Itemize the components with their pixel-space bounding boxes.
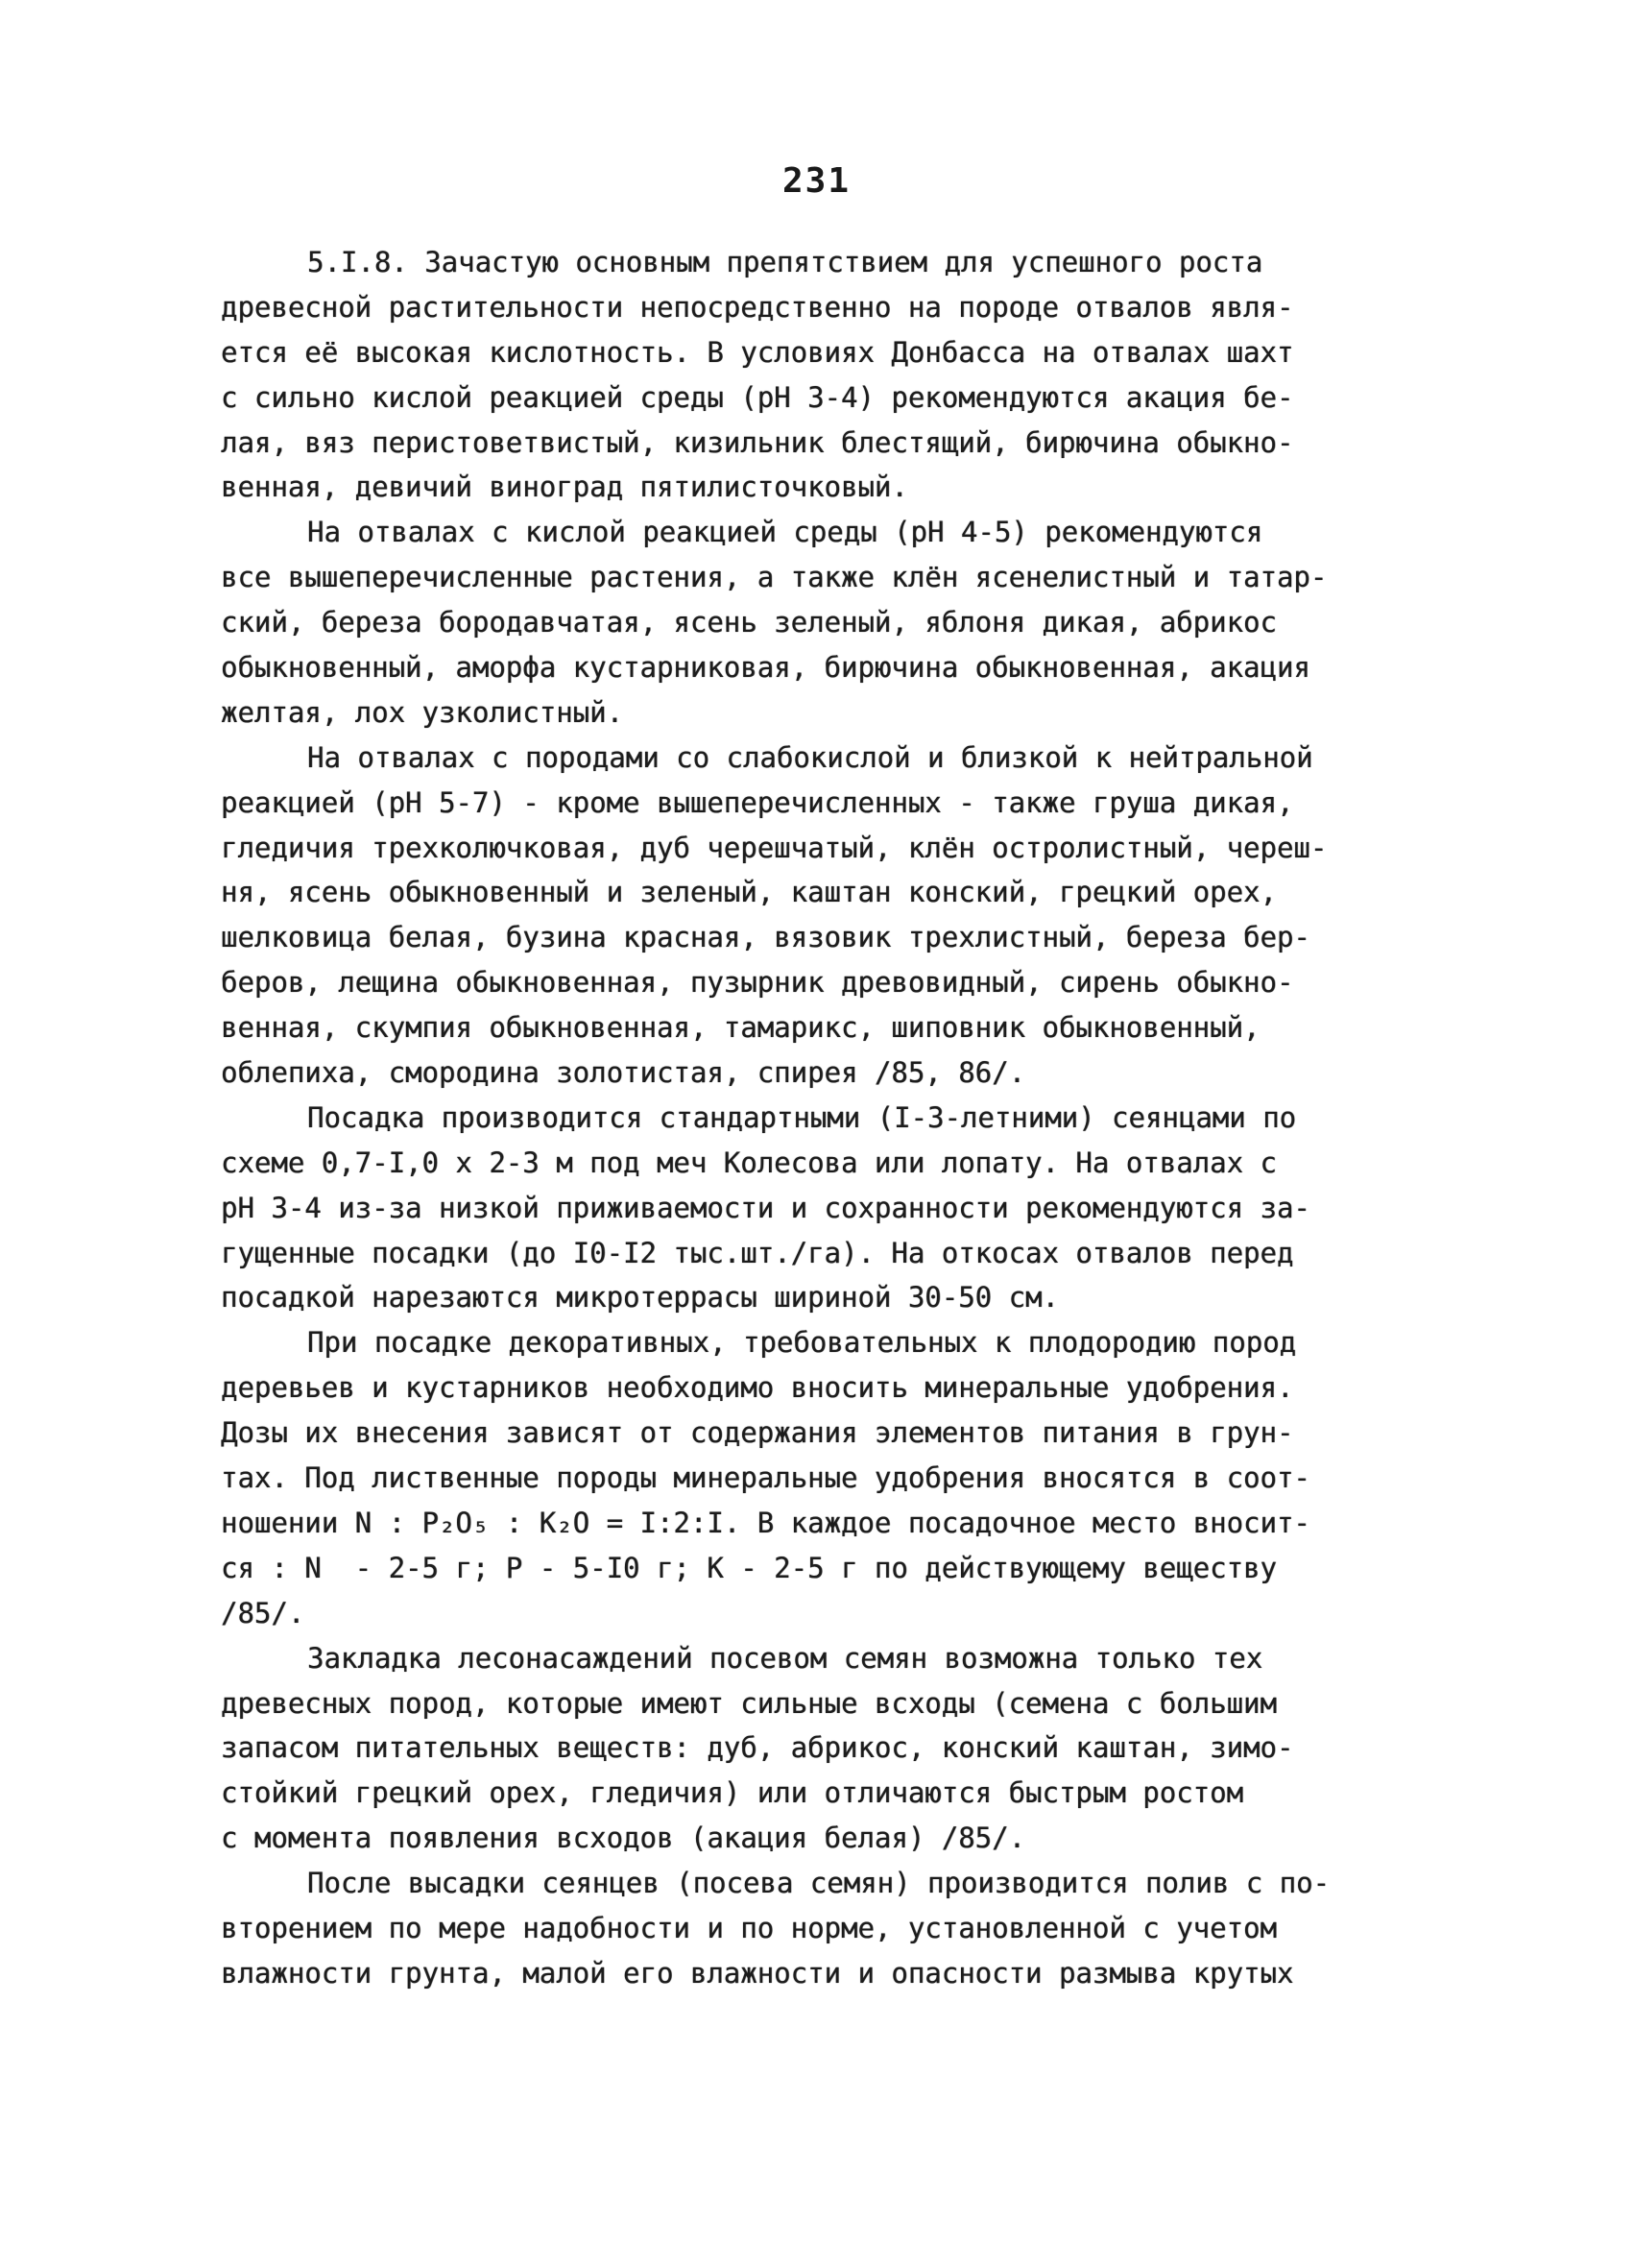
text-line: венная, девичий виноград пятилисточковый. xyxy=(221,470,908,504)
text-line: На отвалах с породами со слабокислой и близкой к нейтральной xyxy=(307,740,1313,774)
text-line: ся : N - 2-5 г; P - 5-I0 г; K - 2-5 г по действующему веществу xyxy=(221,1551,1277,1584)
page-number: 231 xyxy=(781,161,852,201)
text-line: вторением по мере надобности и по норме, установленной с учетом xyxy=(221,1911,1277,1944)
text-line: влажности грунта, малой его влажности и опасности размыва крутых xyxy=(221,1956,1294,1990)
text-line: беров, лещина обыкновенная, пузырник древовидный, сирень обыкно- xyxy=(221,966,1294,1000)
text-line: с момента появления всходов (акация белая) /85/. xyxy=(221,1822,1026,1855)
text-line: После высадки сеянцев (посева семян) производится полив с по- xyxy=(307,1867,1331,1900)
text-line: шелковица белая, бузина красная, вязовик трехлистный, береза бер- xyxy=(221,921,1310,954)
document-body xyxy=(221,240,1459,1996)
text-line: реакцией (рН 5-7) - кроме вышеперечисленных - также груша дикая, xyxy=(221,785,1294,819)
text-line: с сильно кислой реакцией среды (рН 3-4) рекомендуются акация бе- xyxy=(221,380,1294,414)
text-line: На отвалах с кислой реакцией среды (рН 4-5) рекомендуются xyxy=(307,516,1263,549)
text-line: схеме 0,7-I,0 х 2-3 м под меч Колесова или лопату. На отвалах с xyxy=(221,1146,1277,1179)
text-line: гущенные посадки (до I0-I2 тыс.шт./га). На откосах отвалов перед xyxy=(221,1236,1294,1269)
text-line: гледичия трехколючковая, дуб черешчатый, клён остролистный, череш- xyxy=(221,831,1328,864)
text-line: ский, береза бородавчатая, ясень зеленый, яблоня дикая, абрикос xyxy=(221,606,1277,639)
text-line: лая, вяз перистоветвистый, кизильник блестящий, бирючина обыкно- xyxy=(221,425,1294,459)
text-line: Посадка производится стандартными (I-3-летними) сеянцами по xyxy=(307,1100,1297,1134)
text-line: При посадке декоративных, требовательных к плодородию пород xyxy=(307,1326,1297,1360)
text-line: Дозы их внесения зависят от содержания элементов питания в грун- xyxy=(221,1416,1294,1450)
text-line: обыкновенный, аморфа кустарниковая, бирючина обыкновенная, акация xyxy=(221,651,1310,685)
text-line: облепиха, смородина золотистая, спирея /85, 86/. xyxy=(221,1056,1026,1090)
text-line: стойкий грецкий орех, гледичия) или отличаются быстрым ростом xyxy=(221,1776,1244,1810)
text-line: ется её высокая кислотность. В условиях Донбасса на отвалах шахт xyxy=(221,335,1294,369)
text-line: древесной растительности непосредственно на породе отвалов явля- xyxy=(221,290,1294,324)
text-line: /85/. xyxy=(221,1596,305,1629)
text-line: Закладка лесонасаждений посевом семян возможна только тех xyxy=(307,1641,1263,1675)
text-line: тах. Под лиственные породы минеральные удобрения вносятся в соот- xyxy=(221,1461,1310,1495)
text-line: запасом питательных веществ: дуб, абрикос, конский каштан, зимо- xyxy=(221,1731,1294,1765)
text-line: древесных пород, которые имеют сильные всходы (семена с большим xyxy=(221,1686,1277,1720)
text-line: посадкой нарезаются микротеррасы шириной 30-50 см. xyxy=(221,1281,1059,1315)
text-line: все вышеперечисленные растения, а также клён ясенелистный и татар- xyxy=(221,561,1328,594)
text-line: 5.I.8. Зачастую основным препятствием для успешного роста xyxy=(307,246,1263,278)
text-line: ня, ясень обыкновенный и зеленый, каштан конский, грецкий орех, xyxy=(221,876,1277,909)
text-line: желтая, лох узколистный. xyxy=(221,695,624,729)
text-line: деревьев и кустарников необходимо вносить минеральные удобрения. xyxy=(221,1371,1294,1405)
text-line: венная, скумпия обыкновенная, тамарикс, шиповник обыкновенный, xyxy=(221,1011,1261,1045)
text-line: ношении N : P₂O₅ : K₂O = I:2:I. В каждое посадочное место вносит- xyxy=(221,1506,1310,1539)
text-line: рН 3-4 из-за низкой приживаемости и сохранности рекомендуются за- xyxy=(221,1191,1310,1224)
